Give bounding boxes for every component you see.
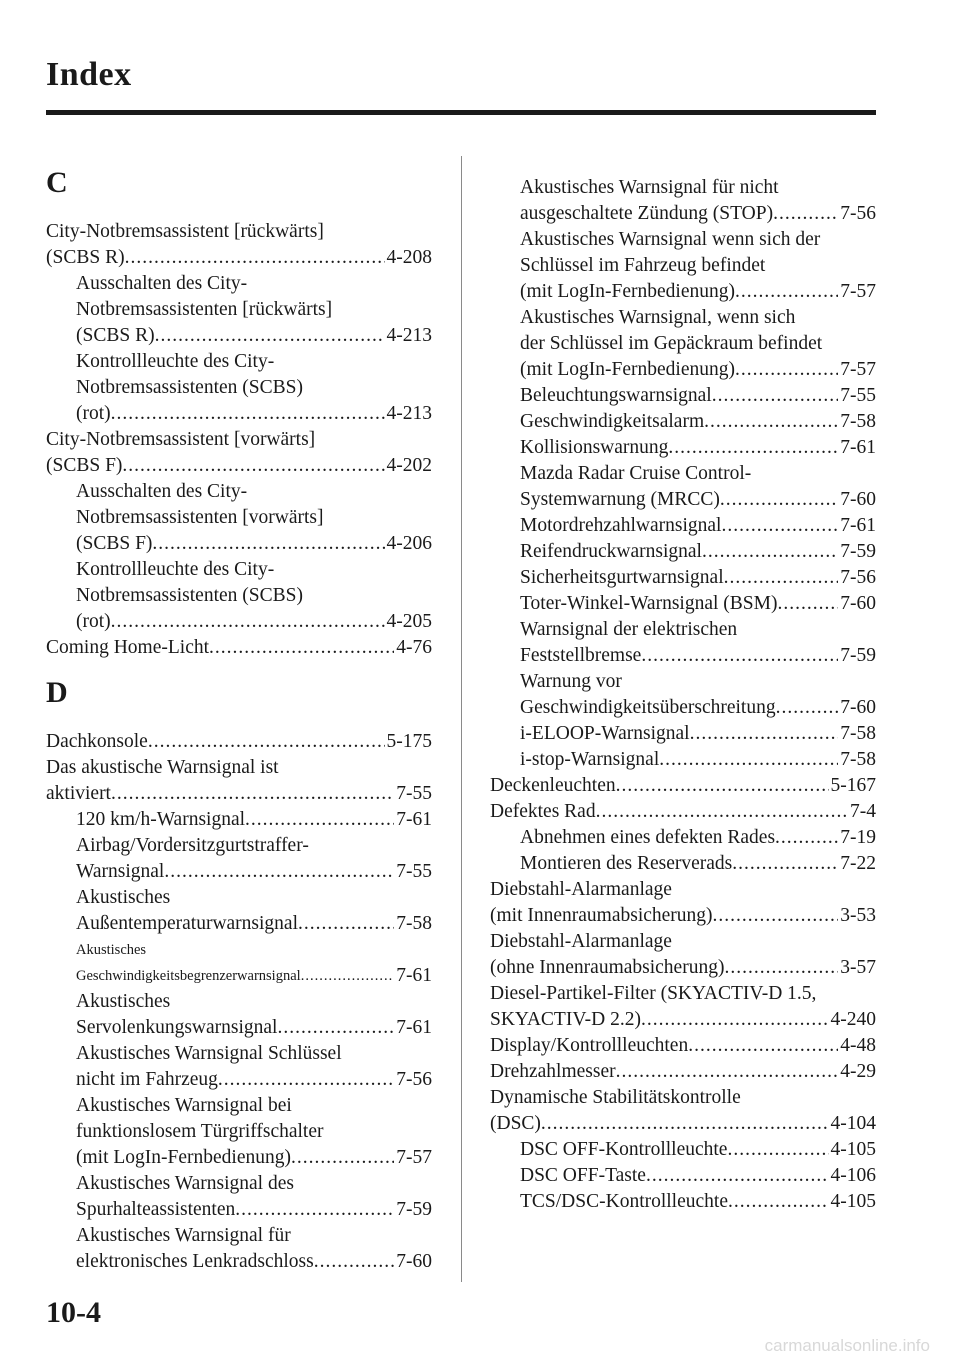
page-reference: 4-206 [386, 533, 432, 554]
index-entry-text: Akustisches [76, 887, 171, 908]
entry-term: Feststellbremse [520, 645, 642, 666]
page-reference: 4-213 [386, 403, 432, 424]
index-entry [490, 1111, 876, 1137]
entry-term: Servolenkungswarnsignal [76, 1017, 278, 1038]
index-entry-text: Akustisches Warnsignal des [76, 1173, 294, 1194]
index-entry [490, 721, 876, 747]
index-entry-text: Notbremsassistenten [vorwärts] [76, 507, 324, 528]
page-reference: 7-61 [396, 809, 432, 830]
index-entry [490, 539, 876, 565]
index-entry [46, 911, 432, 937]
entry-term: Reifendruckwarnsignal [520, 541, 702, 562]
dot-leader [291, 1145, 394, 1171]
entry-term: i-stop-Warnsignal [520, 749, 660, 770]
index-entry [46, 245, 432, 271]
page-reference: 4-105 [830, 1191, 876, 1212]
index-section-d [46, 729, 432, 1275]
dot-leader [668, 435, 838, 461]
page-reference: 7-59 [840, 645, 876, 666]
index-entry-text: Kontrollleuchte des City- [76, 559, 275, 580]
dot-leader [735, 357, 838, 383]
index-entry [490, 591, 876, 617]
index-entry-text: Ausschalten des City- [76, 481, 248, 502]
column-divider [461, 156, 462, 1282]
dot-leader [773, 201, 838, 227]
index-entry [490, 903, 876, 929]
index-entry-text: Akustisches Warnsignal bei [76, 1095, 292, 1116]
page-reference: 7-56 [840, 203, 876, 224]
entry-term: Defektes Rad [490, 801, 596, 822]
dot-leader [111, 781, 394, 807]
index-entry-text: Mazda Radar Cruise Control- [520, 463, 752, 484]
dot-leader [235, 1197, 394, 1223]
page-reference: 7-60 [840, 593, 876, 614]
index-entry-text: Akustisches Warnsignal wenn sich der [520, 229, 821, 250]
entry-term: (mit LogIn-Fernbedienung) [520, 281, 735, 302]
entry-term: Beleuchtungswarnsignal [520, 385, 712, 406]
dot-leader [277, 1015, 394, 1041]
dot-leader [164, 859, 394, 885]
entry-term: Sicherheitsgurtwarnsignal [520, 567, 724, 588]
index-entry-text: Warnung vor [520, 671, 622, 692]
dot-leader [155, 323, 385, 349]
index-entry [46, 781, 432, 807]
entry-term: Systemwarnung (MRCC) [520, 489, 720, 510]
dot-leader [721, 513, 838, 539]
index-entry [490, 773, 876, 799]
entry-term: (SCBS F) [46, 455, 123, 476]
entry-term: aktiviert [46, 783, 111, 804]
index-entry [490, 565, 876, 591]
index-entry [46, 1015, 432, 1041]
entry-term: (ohne Innenraumabsicherung) [490, 957, 725, 978]
dot-leader [724, 955, 838, 981]
index-entry [490, 1163, 876, 1189]
index-entry [46, 1145, 432, 1171]
page-reference: 3-53 [840, 905, 876, 926]
index-entry-text: der Schlüssel im Gepäckraum befindet [520, 333, 823, 354]
dot-leader [704, 409, 838, 435]
entry-term: i-ELOOP-Warnsignal [520, 723, 690, 744]
page-reference: 7-58 [840, 723, 876, 744]
entry-term: TCS/DSC-Kontrollleuchte [520, 1191, 728, 1212]
page-reference: 7-59 [840, 541, 876, 562]
dot-leader [111, 401, 385, 427]
index-entry-text: Das akustische Warnsignal ist [46, 757, 279, 778]
dot-leader [314, 1249, 395, 1275]
index-entry-text: funktionslosem Türgriffschalter [76, 1121, 324, 1142]
entry-term: (SCBS R) [76, 325, 155, 346]
dot-leader [728, 1189, 829, 1215]
page-reference: 7-4 [850, 801, 876, 822]
entry-term: 120 km/h-Warnsignal [76, 809, 246, 830]
page-number: 10-4 [46, 1296, 101, 1329]
index-entry [490, 695, 876, 721]
section-letter-d: D [46, 676, 68, 709]
page-reference: 7-60 [840, 697, 876, 718]
page-reference: 4-29 [840, 1061, 876, 1082]
index-section-c [46, 219, 432, 661]
dot-leader [777, 591, 838, 617]
index-entry [490, 1137, 876, 1163]
index-entry-text: Ausschalten des City- [76, 273, 248, 294]
entry-term: Geschwindigkeitsbegrenzerwarnsignal [76, 968, 301, 984]
dot-leader [702, 539, 838, 565]
entry-term: Warnsignal [76, 861, 165, 882]
page-reference: 7-56 [840, 567, 876, 588]
index-entry-text: Akustisches [76, 942, 147, 958]
page-reference: 5-175 [386, 731, 432, 752]
page-reference: 5-167 [830, 775, 876, 796]
index-entry [46, 729, 432, 755]
index-entry [490, 409, 876, 435]
index-entry [490, 201, 876, 227]
page-reference: 7-55 [396, 861, 432, 882]
dot-leader [541, 1111, 829, 1137]
page-reference: 4-106 [830, 1165, 876, 1186]
entry-term: elektronisches Lenkradschloss [76, 1251, 314, 1272]
index-entry [490, 955, 876, 981]
index-entry [46, 859, 432, 885]
dot-leader [218, 1067, 394, 1093]
index-entry [46, 401, 432, 427]
page-reference: 4-213 [386, 325, 432, 346]
page-reference: 4-205 [386, 611, 432, 632]
page-title: Index [46, 56, 132, 93]
page-reference: 7-59 [396, 1199, 432, 1220]
entry-term: ausgeschaltete Zündung (STOP) [520, 203, 774, 224]
index-column-left [46, 163, 432, 1275]
index-entry-text: Akustisches [76, 991, 171, 1012]
index-entry [46, 609, 432, 635]
index-entry-text: Akustisches Warnsignal Schlüssel [76, 1043, 342, 1064]
page-reference: 7-57 [840, 281, 876, 302]
index-entry [490, 851, 876, 877]
index-entry-text: Diebstahl-Alarmanlage [490, 879, 672, 900]
entry-term: Display/Kontrollleuchten [490, 1035, 689, 1056]
dot-leader [688, 1033, 838, 1059]
index-entry [490, 747, 876, 773]
page-reference: 7-57 [396, 1147, 432, 1168]
index-entry [46, 635, 432, 661]
index-entry [490, 1189, 876, 1215]
index-entry [490, 435, 876, 461]
entry-term: Außentemperaturwarnsignal [76, 913, 299, 934]
entry-term: Montieren des Reserverads [520, 853, 733, 874]
index-entry [490, 825, 876, 851]
page-reference: 4-202 [386, 455, 432, 476]
entry-term: Motordrehzahlwarnsignal [520, 515, 722, 536]
page-reference: 7-61 [396, 1017, 432, 1038]
page-reference: 7-55 [840, 385, 876, 406]
dot-leader [245, 807, 394, 833]
index-entry [46, 531, 432, 557]
entry-term: Geschwindigkeitsüberschreitung [520, 697, 776, 718]
dot-leader [713, 903, 839, 929]
index-entry [490, 1059, 876, 1085]
page-reference: 7-58 [396, 913, 432, 934]
index-entry [46, 323, 432, 349]
dot-leader [122, 453, 384, 479]
index-entry-text: Notbremsassistenten (SCBS) [76, 585, 303, 606]
index-entry-text: Akustisches Warnsignal für nicht [520, 177, 779, 198]
entry-term: Abnehmen eines defekten Rades [520, 827, 776, 848]
page-reference: 7-61 [396, 965, 432, 986]
page-reference: 7-55 [396, 783, 432, 804]
index-entry-text: Akustisches Warnsignal für [76, 1225, 291, 1246]
index-entry-text: City-Notbremsassistent [rückwärts] [46, 221, 324, 242]
dot-leader [732, 851, 838, 877]
entry-term: Kollisionswarnung [520, 437, 669, 458]
entry-term: Deckenleuchten [490, 775, 616, 796]
index-entry [490, 1007, 876, 1033]
index-entry [46, 453, 432, 479]
page-reference: 4-208 [386, 247, 432, 268]
section-letter-c: C [46, 166, 68, 199]
index-entry-text: Notbremsassistenten (SCBS) [76, 377, 303, 398]
entry-term: DSC OFF-Kontrollleuchte [520, 1139, 728, 1160]
entry-term: (mit LogIn-Fernbedienung) [520, 359, 735, 380]
dot-leader [646, 1163, 829, 1189]
index-entry-text: Diesel-Partikel-Filter (SKYACTIV-D 1.5, [490, 983, 817, 1004]
index-entry [490, 357, 876, 383]
entry-term: (mit LogIn-Fernbedienung) [76, 1147, 291, 1168]
dot-leader [596, 799, 848, 825]
page-reference: 7-60 [840, 489, 876, 510]
page-reference: 7-19 [840, 827, 876, 848]
page-reference: 4-48 [840, 1035, 876, 1056]
index-entry [490, 1033, 876, 1059]
index-entry-text: Warnsignal der elektrischen [520, 619, 738, 640]
index-entry [46, 1197, 432, 1223]
dot-leader [659, 747, 838, 773]
entry-term: Dachkonsole [46, 731, 148, 752]
page-reference: 4-104 [830, 1113, 876, 1134]
page-reference: 7-58 [840, 411, 876, 432]
index-entry-text: Airbag/Vordersitzgurtstraffer- [76, 835, 309, 856]
index-column-right [490, 175, 876, 1215]
entry-term: nicht im Fahrzeug [76, 1069, 218, 1090]
page-reference: 7-58 [840, 749, 876, 770]
index-entry [46, 1249, 432, 1275]
page-reference: 7-56 [396, 1069, 432, 1090]
dot-leader [125, 245, 385, 271]
dot-leader [301, 963, 395, 989]
entry-term: (DSC) [490, 1113, 541, 1134]
index-entry-text: Akustisches Warnsignal, wenn sich [520, 307, 796, 328]
dot-leader [735, 279, 838, 305]
page-reference: 7-61 [840, 515, 876, 536]
index-entry-text: Kontrollleuchte des City- [76, 351, 275, 372]
index-entry [490, 383, 876, 409]
entry-term: Toter-Winkel-Warnsignal (BSM) [520, 593, 778, 614]
index-entry [490, 799, 876, 825]
page-reference: 7-61 [840, 437, 876, 458]
header-rule [46, 110, 876, 115]
index-entry [490, 513, 876, 539]
dot-leader [720, 487, 838, 513]
dot-leader [724, 565, 839, 591]
entry-term: (rot) [76, 611, 111, 632]
index-entry [490, 487, 876, 513]
dot-leader [111, 609, 385, 635]
entry-term: Drehzahlmesser [490, 1061, 616, 1082]
dot-leader [727, 1137, 828, 1163]
index-entry [490, 643, 876, 669]
page-reference: 3-57 [840, 957, 876, 978]
watermark: carmanualsonline.info [764, 1336, 930, 1355]
dot-leader [776, 695, 839, 721]
index-section-d-continued [490, 175, 876, 1215]
entry-term: SKYACTIV-D 2.2) [490, 1009, 641, 1030]
page-reference: 7-22 [840, 853, 876, 874]
dot-leader [775, 825, 838, 851]
dot-leader [690, 721, 839, 747]
page-reference: 4-240 [830, 1009, 876, 1030]
dot-leader [641, 643, 838, 669]
index-entry [490, 279, 876, 305]
dot-leader [712, 383, 839, 409]
index-entry-text: City-Notbremsassistent [vorwärts] [46, 429, 316, 450]
index-entry [46, 807, 432, 833]
entry-term: DSC OFF-Taste [520, 1165, 646, 1186]
index-entry-text: Dynamische Stabilitätskontrolle [490, 1087, 741, 1108]
index-entry-text: Notbremsassistenten [rückwärts] [76, 299, 333, 320]
page-reference: 4-76 [396, 637, 432, 658]
entry-term: (SCBS R) [46, 247, 125, 268]
index-entry-text: Schlüssel im Fahrzeug befindet [520, 255, 766, 276]
dot-leader [641, 1007, 829, 1033]
index-entry-text: Diebstahl-Alarmanlage [490, 931, 672, 952]
dot-leader [209, 635, 394, 661]
entry-term: Spurhalteassistenten [76, 1199, 236, 1220]
page-reference: 7-57 [840, 359, 876, 380]
entry-term: (mit Innenraumabsicherung) [490, 905, 713, 926]
index-entry [46, 1067, 432, 1093]
entry-term: Geschwindigkeitsalarm [520, 411, 705, 432]
dot-leader [616, 1059, 839, 1085]
dot-leader [148, 729, 385, 755]
dot-leader [152, 531, 384, 557]
entry-term: (SCBS F) [76, 533, 153, 554]
entry-term: (rot) [76, 403, 111, 424]
dot-leader [616, 773, 829, 799]
entry-term: Coming Home-Licht [46, 637, 210, 658]
page-reference: 4-105 [830, 1139, 876, 1160]
page-reference: 7-60 [396, 1251, 432, 1272]
index-entry [46, 963, 432, 989]
dot-leader [298, 911, 394, 937]
